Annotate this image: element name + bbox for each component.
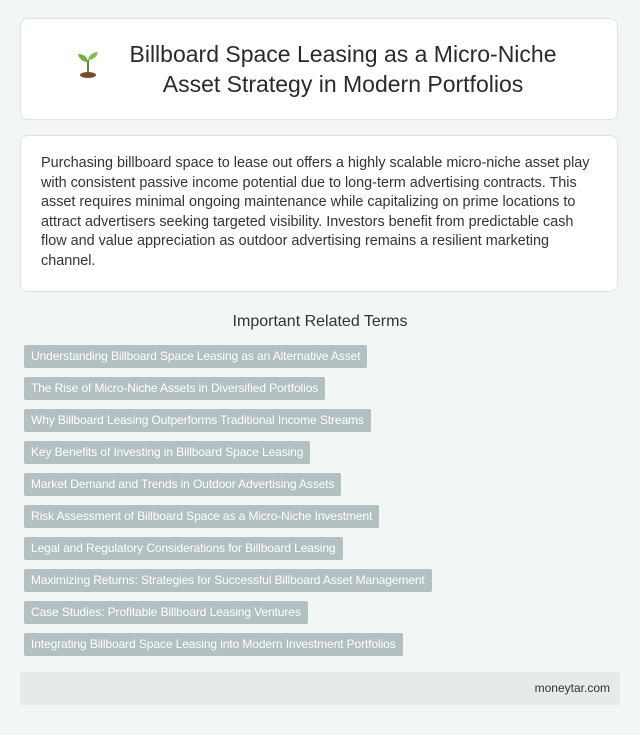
related-term-tag[interactable]: Maximizing Returns: Strategies for Successful Billboard Asset Management	[24, 569, 432, 592]
related-terms-list	[24, 345, 432, 665]
related-term-tag[interactable]: Understanding Billboard Space Leasing as an Alternative Asset	[24, 345, 367, 368]
related-term-tag[interactable]: Market Demand and Trends in Outdoor Advertising Assets	[24, 473, 341, 496]
summary-card	[20, 135, 618, 292]
related-term-tag[interactable]: Integrating Billboard Space Leasing into Modern Investment Portfolios	[24, 633, 403, 656]
title-row	[21, 19, 617, 119]
related-term-tag[interactable]: Risk Assessment of Billboard Space as a Micro-Niche Investment	[24, 505, 379, 528]
page-title: Billboard Space Leasing as a Micro-Niche Asset Strategy in Modern Portfolios	[129, 41, 557, 97]
title-card	[20, 18, 618, 120]
related-term-tag[interactable]: Key Benefits of Investing in Billboard Space Leasing	[24, 441, 310, 464]
sprout-icon	[75, 48, 101, 78]
footer	[20, 672, 620, 705]
related-term-tag[interactable]: The Rise of Micro-Niche Assets in Diversified Portfolios	[24, 377, 325, 400]
summary-text: Purchasing billboard space to lease out offers a highly scalable micro-niche asset play with consistent passive income potential due to long-term advertising contracts. This asset requires minimal ongoing maintenance while capitalizing on prime locations to attract advertisers seeking targeted visibility. Investors benefit from predictable cash flow and value appreciation as outdoor advertising remains a resilient marketing channel.	[41, 155, 590, 269]
related-term-tag[interactable]: Case Studies: Profitable Billboard Leasing Ventures	[24, 601, 308, 624]
related-terms-heading: Important Related Terms	[232, 313, 408, 330]
footer-site-link[interactable]: moneytar.com	[534, 681, 610, 695]
related-term-tag[interactable]: Legal and Regulatory Considerations for Billboard Leasing	[24, 537, 343, 560]
related-term-tag[interactable]: Why Billboard Leasing Outperforms Traditional Income Streams	[24, 409, 371, 432]
